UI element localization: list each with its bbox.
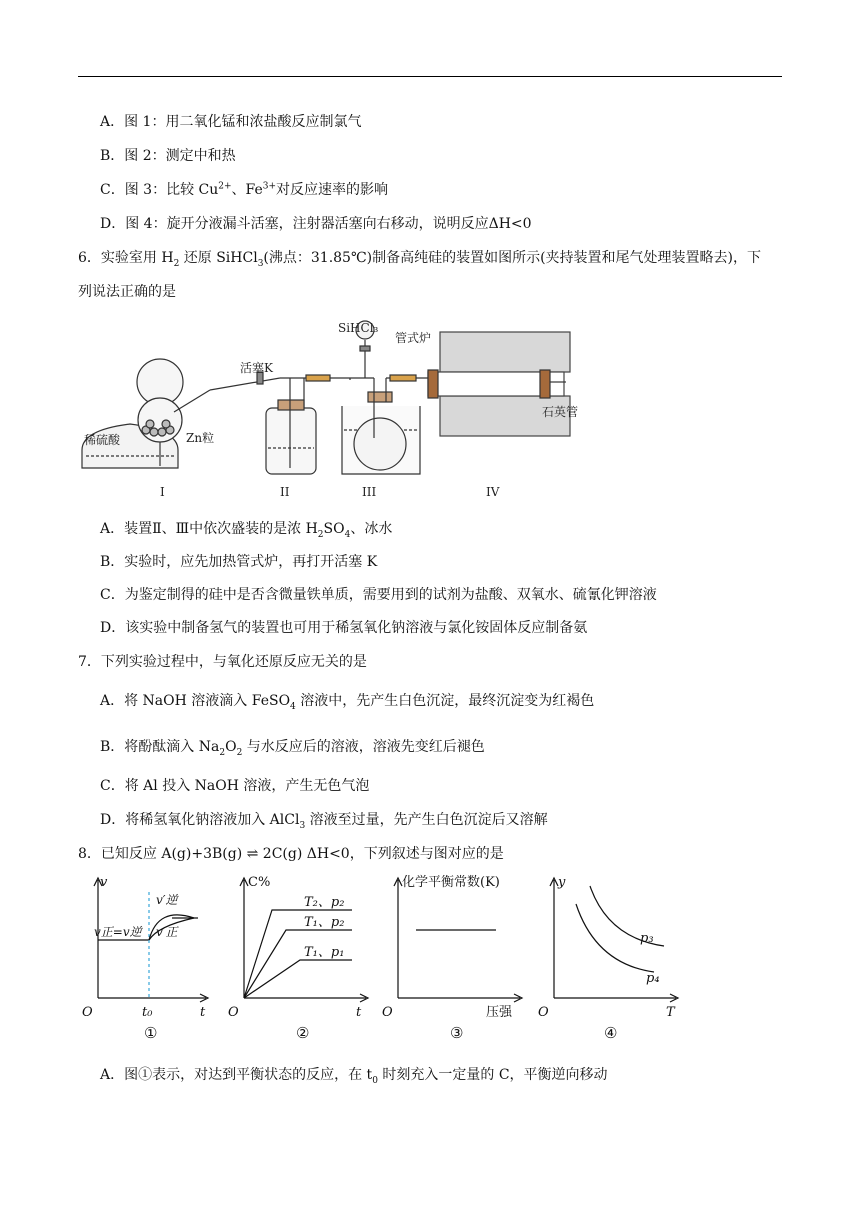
label-valve: 活塞K	[240, 361, 273, 375]
g1-v-fwd: v′正	[156, 925, 178, 939]
label-quartz: 石英管	[542, 405, 579, 419]
g3-x-label: 压强	[486, 1005, 513, 1020]
q6-option-b: B．实验时，应先加热管式炉，再打开活塞 K	[100, 554, 378, 570]
g2-x-label: t	[356, 1005, 362, 1020]
g4-curve-p4: p₄	[646, 971, 660, 986]
header-rule	[78, 76, 782, 77]
q6-option-d: D．该实验中制备氢气的装置也可用于稀氢氧化钠溶液与氯化铵固体反应制备氨	[100, 620, 588, 636]
g2-curve-1: T₂、p₂	[304, 895, 345, 910]
q5-option-a: A．图 1：用二氧化锰和浓盐酸反应制氯气	[100, 114, 362, 130]
q7-option-c: C．将 Al 投入 NaOH 溶液，产生无色气泡	[100, 778, 370, 794]
g3-origin: O	[382, 1005, 393, 1020]
q6-stem-line2: 列说法正确的是	[78, 284, 176, 300]
q5-option-d: D．图 4：旋开分液漏斗活塞，注射器活塞向右移动，说明反应ΔH<0	[100, 216, 532, 232]
g1-origin: O	[82, 1005, 93, 1020]
g3-number: ③	[450, 1024, 464, 1042]
g2-y-label: C%	[248, 875, 271, 890]
g1-number: ①	[144, 1024, 158, 1042]
q7-option-b: B．将酚酞滴入 $Na_2O_2$ 与水反应后的溶液，溶液先变红后褪色	[100, 739, 485, 758]
label-ii: II	[280, 485, 290, 499]
g4-curve-p3: p₃	[640, 931, 654, 946]
q8-graphs-figure	[76, 872, 716, 1044]
q7-option-a: A．将 NaOH 溶液滴入 FeSO$_4$ 溶液中，先产生白色沉淀，最终沉淀变为红褐色	[100, 693, 595, 712]
g4-y-label: y	[558, 875, 566, 890]
g2-curve-3: T₁、p₁	[304, 945, 345, 960]
g1-t0: t₀	[142, 1005, 153, 1020]
g2-number: ②	[296, 1024, 310, 1042]
q6-option-c: C．为鉴定制得的硅中是否含微量铁单质，需要用到的试剂为盐酸、双氧水、硫氰化钾溶液	[100, 587, 657, 603]
g4-number: ④	[604, 1024, 618, 1042]
g1-y-label: v	[100, 875, 108, 890]
q8-option-a: A．图①表示，对达到平衡状态的反应，在 $t_0$ 时刻充入一定量的 C，平衡逆向移动	[100, 1067, 608, 1086]
label-furnace: 管式炉	[395, 331, 432, 345]
g1-x-label: t	[200, 1005, 206, 1020]
g4-x-label: T	[666, 1005, 675, 1020]
q8-stem: 8．已知反应 A(g)+3B(g) ⇌ 2C(g) ΔH<0，下列叙述与图对应的是	[78, 846, 504, 862]
label-i: I	[160, 485, 165, 499]
g4-origin: O	[538, 1005, 549, 1020]
label-acid: 稀硫酸	[84, 433, 121, 447]
g3-y-label: 化学平衡常数(K)	[402, 875, 500, 890]
g1-v-rev: v′逆	[156, 893, 178, 907]
q5-option-b: B．图 2：测定中和热	[100, 148, 236, 164]
q6-option-a: A．装置Ⅱ、Ⅲ中依次盛装的是浓 $H_2SO_4$、冰水	[100, 521, 393, 540]
g2-curve-2: T₁、p₂	[304, 915, 345, 930]
q5-option-c: C．图 3：比较 $Cu^{2+}$、$Fe^{3+}$对反应速率的影响	[100, 181, 389, 198]
label-iv: IV	[486, 485, 500, 499]
q7-stem: 7．下列实验过程中，与氧化还原反应无关的是	[78, 654, 367, 670]
q6-stem-line1: 6．实验室用 $H_2$ 还原 SiHCl$_3$(沸点：31.85℃)制备高纯硅的装置如图所示(夹持装置和尾气处理装置略去)，下	[78, 250, 762, 269]
label-sihcl3: SiHCl₃	[338, 321, 379, 335]
g1-eq: v正=v逆	[94, 925, 142, 939]
q6-apparatus-figure	[70, 318, 590, 506]
g2-origin: O	[228, 1005, 239, 1020]
label-zn: Zn粒	[186, 431, 215, 445]
label-iii: III	[362, 485, 377, 499]
q7-option-d: D．将稀氢氧化钠溶液加入 AlCl$_3$ 溶液至过量，先产生白色沉淀后又溶解	[100, 812, 548, 831]
